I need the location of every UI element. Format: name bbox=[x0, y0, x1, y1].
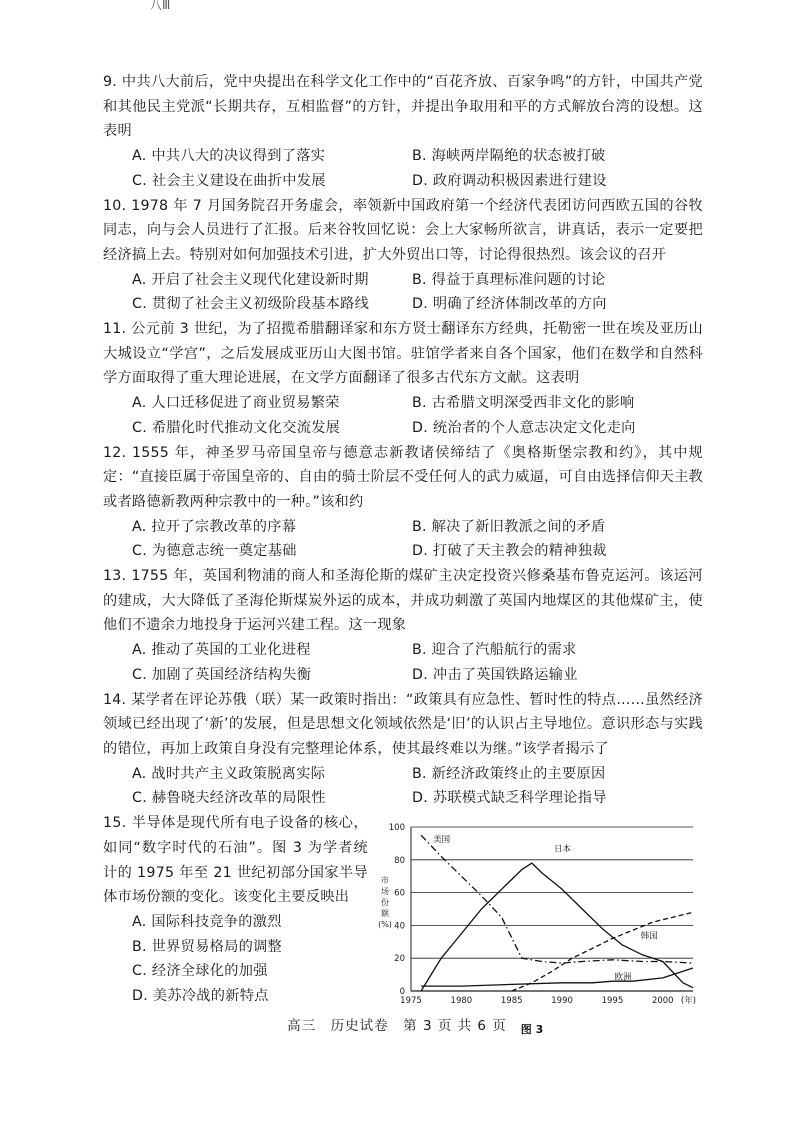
option-group bbox=[103, 144, 703, 193]
y-tick-label: 20 bbox=[394, 954, 405, 965]
option-a[interactable]: A. 人口迁移促进了商业贸易繁荣 bbox=[132, 395, 340, 412]
y-tick-label: 40 bbox=[394, 921, 405, 932]
option-c[interactable]: C. 希腊化时代推动文化交流发展 bbox=[132, 419, 341, 436]
option-group bbox=[103, 391, 703, 440]
series-line-韩国 bbox=[512, 912, 693, 991]
question-stem: 14. 某学者在评论苏俄（联）某一政策时指出：“政策具有应急性、暂时性的特点……虽然经济领域已经出现了‘新’的发展，但是思想文化领域依然是‘旧’的认识占主导地位。意识形态与实践的错位，再加上政策自身没有完整理论体系，使其最终难以为继。”该学者揭示了 bbox=[103, 691, 703, 757]
question-10 bbox=[103, 194, 703, 318]
option-d[interactable]: D. 统治者的个人意志决定文化走向 bbox=[412, 419, 636, 436]
question-11 bbox=[103, 317, 703, 441]
corner-mark: 八Ⅲ bbox=[150, 0, 171, 12]
option-c[interactable]: C. 赫鲁晓夫经济改革的局限性 bbox=[132, 790, 326, 807]
x-tick-label: 1995 bbox=[601, 996, 624, 1007]
option-b[interactable]: B. 古希腊文明深受西非文化的影响 bbox=[412, 395, 635, 412]
option-c[interactable]: C. 社会主义建设在曲折中发展 bbox=[132, 172, 326, 189]
x-tick-label: 2000 bbox=[651, 996, 674, 1007]
option-c[interactable]: C. 为德意志统一奠定基础 bbox=[132, 543, 297, 560]
y-tick-label: 60 bbox=[394, 888, 405, 899]
x-tick-label: 1990 bbox=[551, 996, 573, 1007]
option-group bbox=[103, 515, 703, 564]
y-tick-label: 100 bbox=[388, 823, 405, 834]
option-d[interactable]: D. 苏联模式缺乏科学理论指导 bbox=[412, 790, 607, 807]
option-b[interactable]: B. 新经济政策终止的主要原因 bbox=[412, 765, 606, 782]
question-stem: 11. 公元前 3 世纪，为了招揽希腊翻译家和东方贤士翻译东方经典，托勒密一世在埃及亚历山大城设立“学宫”，之后发展成亚历山大图书馆。驻馆学者来自各个国家，他们在数学和自然科学方面取得了重大理论进展，在文学方面翻译了很多古代东方文献。这表明 bbox=[103, 321, 703, 387]
y-tick-label: 80 bbox=[394, 855, 405, 866]
question-14 bbox=[103, 688, 703, 812]
y-axis-label: 市场份额(%) bbox=[378, 876, 392, 930]
question-12 bbox=[103, 441, 703, 565]
question-9 bbox=[103, 70, 703, 194]
option-group bbox=[103, 268, 703, 317]
question-stem: 9. 中共八大前后，党中央提出在科学文化工作中的“百花齐放、百家争鸣”的方针，中国共产党和其他民主党派“长期共存，互相监督”的方针，并提出争取用和平的方式解放台湾的设想。这表明 bbox=[103, 74, 703, 140]
option-a[interactable]: A. 中共八大的决议得到了落实 bbox=[132, 148, 326, 165]
page-footer: 高三 历史试卷 第 3 页 共 6 页 bbox=[287, 1018, 507, 1034]
option-a[interactable]: A. 开启了社会主义现代化建设新时期 bbox=[132, 271, 369, 288]
option-d[interactable]: D. 明确了经济体制改革的方向 bbox=[412, 296, 607, 313]
series-label: 欧洲 bbox=[614, 972, 632, 983]
option-b[interactable]: B. 迎合了汽船航行的需求 bbox=[412, 642, 577, 659]
option-a[interactable]: A. 拉开了宗教改革的序幕 bbox=[132, 518, 297, 535]
series-label: 美国 bbox=[433, 834, 451, 845]
option-d[interactable]: D. 打破了天主教会的精神独裁 bbox=[412, 543, 607, 560]
series-line-日本 bbox=[421, 863, 693, 991]
question-list bbox=[103, 70, 703, 1041]
question-15-text bbox=[103, 811, 368, 1009]
x-tick-label: 1985 bbox=[500, 996, 523, 1007]
y-tick-label: 0 bbox=[399, 987, 405, 998]
option-b[interactable]: B. 得益于真理标准问题的讨论 bbox=[412, 271, 606, 288]
option-a[interactable]: A. 国际科技竞争的激烈 bbox=[132, 913, 282, 930]
x-tick-label: 1975 bbox=[400, 996, 422, 1007]
option-c[interactable]: C. 贯彻了社会主义初级阶段基本路线 bbox=[132, 296, 370, 313]
x-axis-label: (年) bbox=[680, 996, 697, 1007]
option-a[interactable]: A. 推动了英国的工业化进程 bbox=[132, 642, 311, 659]
question-15 bbox=[103, 811, 703, 1041]
option-group bbox=[103, 638, 703, 687]
question-stem: 13. 1755 年，英国利物浦的商人和圣海伦斯的煤矿主决定投资兴修桑基布鲁克运河。该运河的建成，大大降低了圣海伦斯煤炭外运的成本，并成功刺激了英国内地煤区的其他煤矿主，使他们不遗余力地投身于运河兴建工程。这一现象 bbox=[103, 568, 703, 634]
question-stem: 15. 半导体是现代所有电子设备的核心，如同“数字时代的石油”。图 3 为学者统计的 1975 年至 21 世纪初部分国家半导体市场份额的变化。该变化主要反映出 bbox=[103, 815, 368, 906]
option-d[interactable]: D. 冲击了英国铁路运输业 bbox=[412, 666, 578, 683]
option-b[interactable]: B. 世界贸易格局的调整 bbox=[132, 938, 283, 955]
series-label: 日本 bbox=[554, 844, 572, 855]
option-c[interactable]: C. 加剧了英国经济结构失衡 bbox=[132, 666, 312, 683]
option-b[interactable]: B. 解决了新旧教派之间的矛盾 bbox=[412, 518, 606, 535]
series-line-欧洲 bbox=[421, 968, 693, 986]
series-label: 韩国 bbox=[640, 931, 658, 942]
option-a[interactable]: A. 战时共产主义政策脱离实际 bbox=[132, 765, 326, 782]
option-b[interactable]: B. 海峡两岸隔绝的状态被打破 bbox=[412, 148, 606, 165]
option-c[interactable]: C. 经济全球化的加强 bbox=[132, 963, 268, 980]
option-d[interactable]: D. 政府调动积极因素进行建设 bbox=[412, 172, 607, 189]
figure-caption: 图 3 bbox=[520, 1023, 544, 1037]
option-group bbox=[103, 762, 703, 811]
option-d[interactable]: D. 美苏冷战的新特点 bbox=[132, 988, 269, 1005]
x-tick-label: 1980 bbox=[450, 996, 473, 1007]
question-stem: 12. 1555 年，神圣罗马帝国皇帝与德意志新教诸侯缔结了《奥格斯堡宗教和约》，其中规定：“直接臣属于帝国皇帝的、自由的骑士阶层不受任何人的武力威逼，可自由选择信仰天主教或者路德新教两种宗教中的一种。”该和约 bbox=[103, 444, 703, 510]
question-stem: 10. 1978 年 7 月国务院召开务虚会，率领新中国政府第一个经济代表团访问西欧五国的谷牧同志，向与会人员进行了汇报。后来谷牧回忆说：会上大家畅所欲言，讲真话，表示一定要把经济搞上去。特别对如何加强技术引进，扩大外贸出口等，讨论得很热烈。该会议的召开 bbox=[103, 197, 703, 263]
question-13 bbox=[103, 564, 703, 688]
